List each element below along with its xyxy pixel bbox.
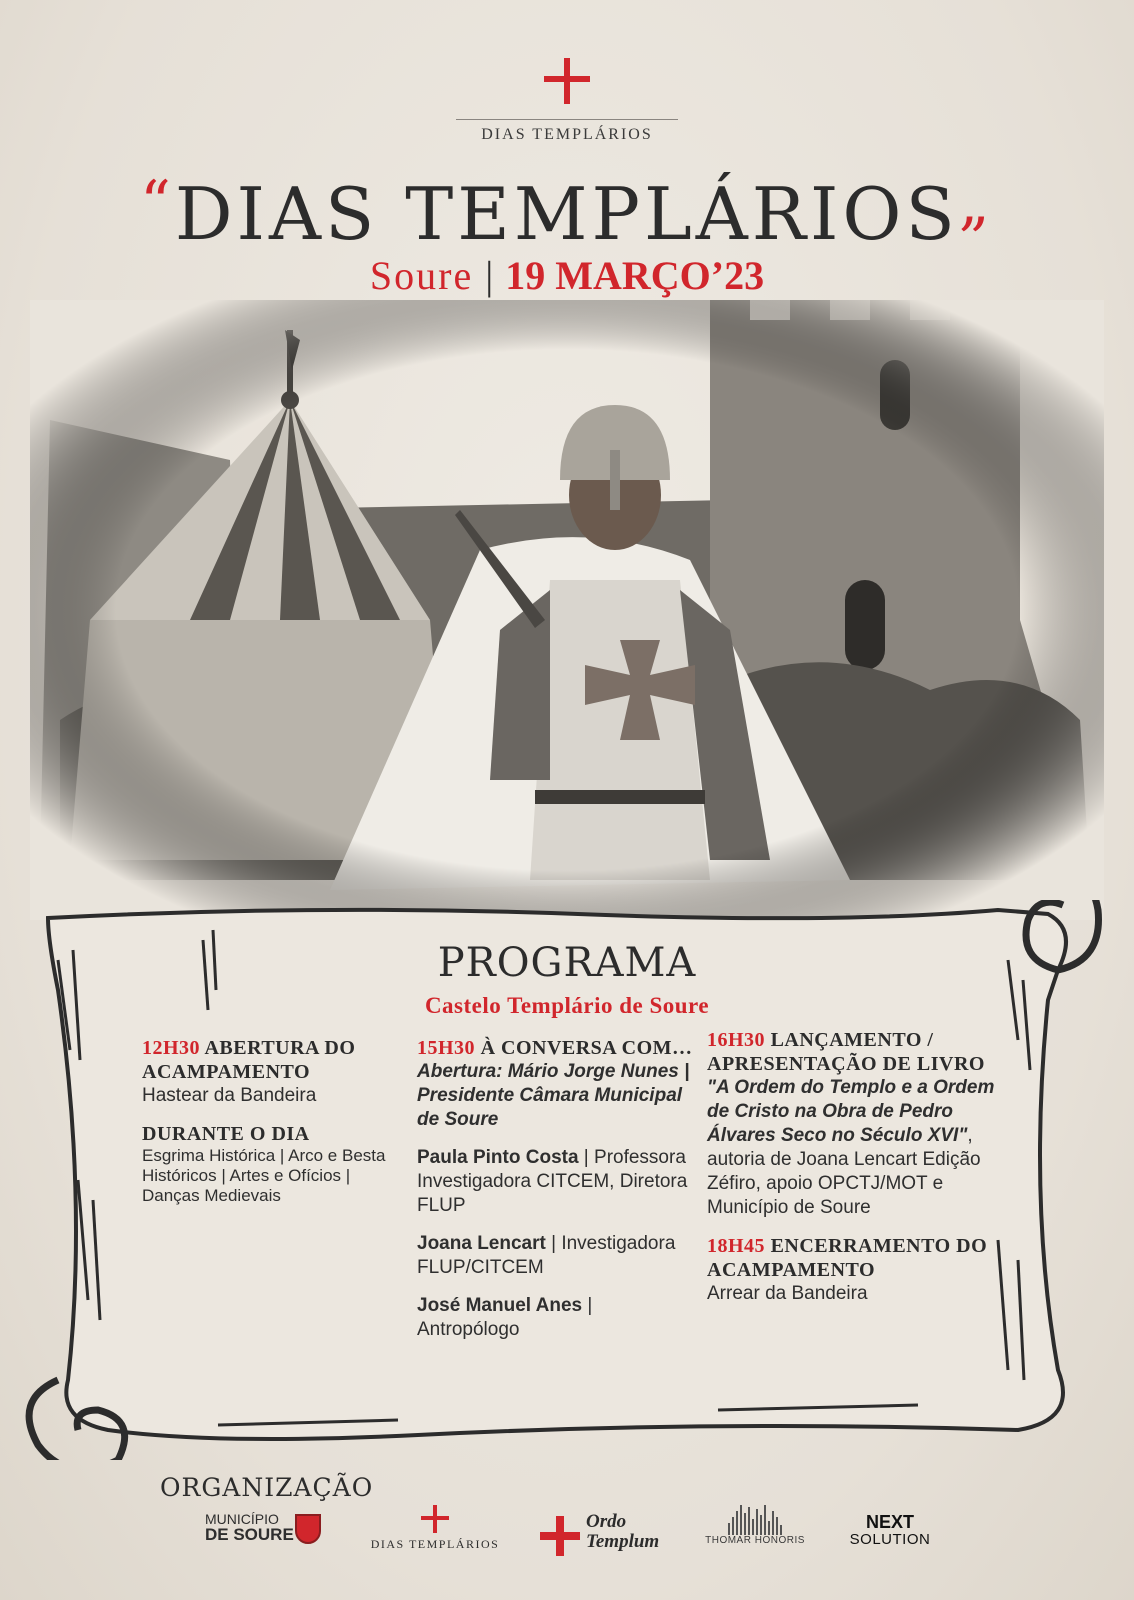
coat-of-arms-icon bbox=[295, 1514, 321, 1544]
book-title: "A Ordem do Templo e a Ordem de Cristo na Obra de Pedro Álvares Seco no Século XVI" bbox=[707, 1077, 995, 1146]
main-title bbox=[0, 168, 1134, 256]
program-column-3 bbox=[707, 1028, 997, 1320]
templar-cross-icon bbox=[540, 1516, 580, 1556]
thomar-text: THOMAR HONORIS bbox=[705, 1535, 805, 1546]
solution-text: SOLUTION bbox=[849, 1531, 931, 1548]
top-brand-text: DIAS TEMPLÁRIOS bbox=[481, 126, 653, 143]
event-description: Hastear da Bandeira bbox=[142, 1085, 317, 1106]
event-opening: Abertura: Mário Jorge Nunes | Presidente Câmara Municipal de Soure bbox=[417, 1061, 690, 1130]
speaker-name: José Manuel Anes bbox=[417, 1295, 583, 1316]
barcode-icon bbox=[700, 1505, 810, 1535]
event-abertura bbox=[142, 1036, 402, 1108]
programa-location: Castelo Templário de Soure bbox=[424, 993, 710, 1018]
speaker-3 bbox=[417, 1294, 697, 1342]
next-solution-logo bbox=[840, 1513, 940, 1549]
subtitle bbox=[0, 252, 1134, 299]
subtitle-separator: | bbox=[485, 253, 494, 298]
event-time: 18H45 bbox=[707, 1235, 766, 1257]
open-quote: “ bbox=[140, 168, 175, 238]
next-text: NEXT bbox=[865, 1512, 914, 1532]
event-title: ENCERRAMENTO DO ACAMPAMENTO bbox=[707, 1235, 988, 1281]
event-description: , autoria de Joana Lencart Edição Zéfiro, apoio OPCTJ/MOT e Município de Soure bbox=[707, 1125, 981, 1218]
templar-cross-icon bbox=[544, 58, 590, 104]
event-description: Arrear da Bandeira bbox=[707, 1283, 868, 1304]
municipio-soure-logo bbox=[205, 1512, 294, 1542]
event-title: DURANTE O DIA bbox=[142, 1123, 310, 1145]
close-quote: „ bbox=[958, 168, 994, 238]
speaker-role: | Professora Investigadora CITCEM, Diretora FLUP bbox=[417, 1147, 688, 1216]
speaker-role: | Investigadora FLUP/CITCEM bbox=[417, 1233, 676, 1278]
templar-knight-photo bbox=[30, 300, 1104, 920]
event-time: 15H30 bbox=[417, 1037, 476, 1059]
speaker-2 bbox=[417, 1232, 697, 1280]
event-lancamento bbox=[707, 1028, 997, 1220]
event-title: LANÇAMENTO / APRESENTAÇÃO DE LIVRO bbox=[707, 1029, 985, 1075]
thomar-honoris-logo bbox=[700, 1505, 810, 1546]
municipio-bottom: DE SOURE bbox=[205, 1525, 294, 1544]
templum-text: Templum bbox=[586, 1531, 660, 1552]
program-column-2 bbox=[417, 1036, 697, 1356]
event-durante-o-dia bbox=[142, 1122, 402, 1206]
municipio-top: MUNICÍPIO bbox=[205, 1511, 279, 1527]
event-place: Soure bbox=[369, 253, 474, 298]
event-title: À CONVERSA COM… bbox=[475, 1037, 693, 1059]
organizacao-label: ORGANIZAÇÃO bbox=[160, 1473, 374, 1502]
logo-divider bbox=[456, 119, 678, 120]
speaker-name: Joana Lencart bbox=[417, 1233, 546, 1254]
main-title-text: DIAS TEMPLÁRIOS bbox=[174, 172, 959, 256]
event-title: ABERTURA DO ACAMPAMENTO bbox=[142, 1037, 356, 1083]
ordo-text: Ordo bbox=[586, 1511, 627, 1532]
templar-cross-icon bbox=[421, 1505, 449, 1533]
dias-templarios-text: DIAS TEMPLÁRIOS bbox=[370, 1537, 500, 1551]
speaker-role: | Antropólogo bbox=[417, 1295, 593, 1340]
event-description: Esgrima Histórica | Arco e Besta Históricos | Artes e Ofícios | Danças Medievais bbox=[142, 1146, 386, 1205]
event-time: 12H30 bbox=[142, 1037, 201, 1059]
speaker-1 bbox=[417, 1146, 697, 1218]
program-column-1 bbox=[142, 1036, 402, 1220]
speaker-name: Paula Pinto Costa bbox=[417, 1147, 579, 1168]
event-time: 16H30 bbox=[707, 1029, 766, 1051]
top-logo bbox=[0, 58, 1134, 144]
programa-title: PROGRAMA bbox=[437, 940, 697, 986]
dias-templarios-logo bbox=[365, 1505, 505, 1552]
event-date: 19 MARÇO’23 bbox=[505, 253, 765, 298]
event-encerramento bbox=[707, 1234, 997, 1306]
event-conversa bbox=[417, 1036, 697, 1132]
